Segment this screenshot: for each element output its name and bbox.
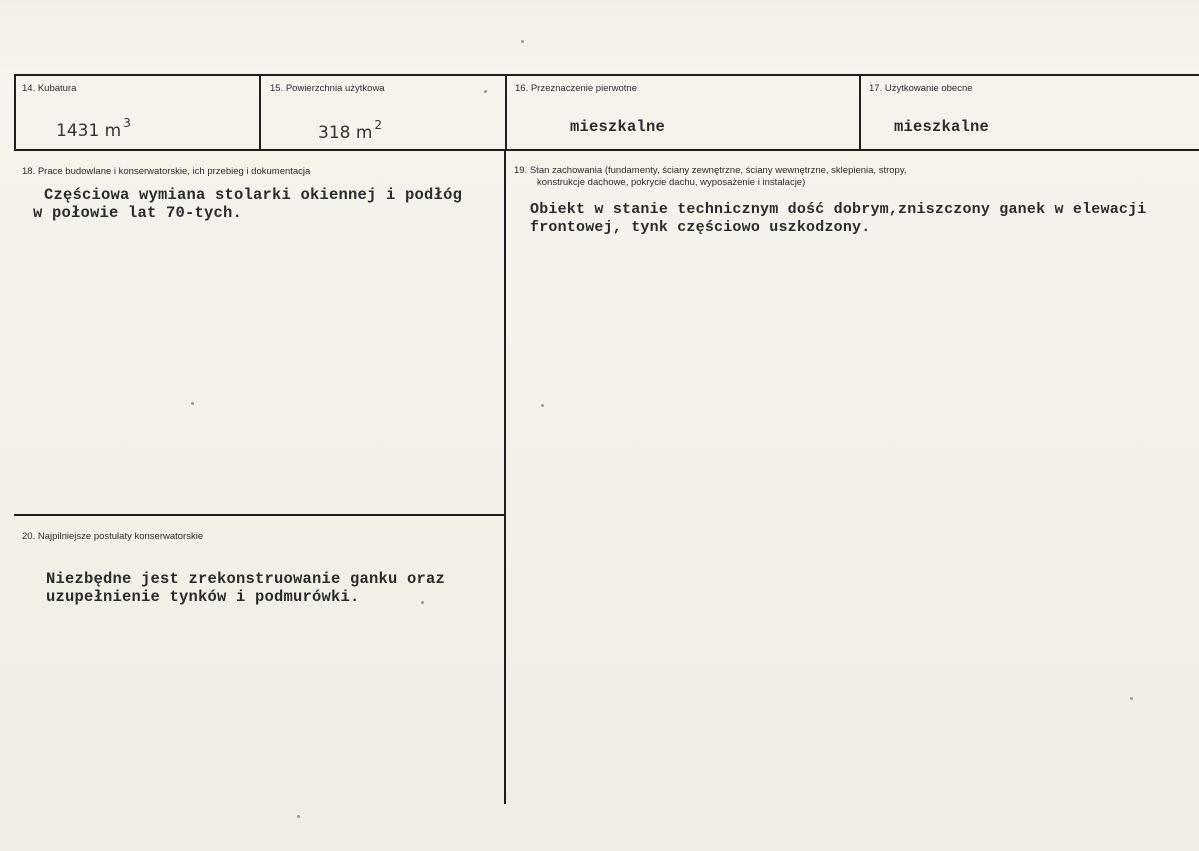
field-17-label: 17. Użytkowanie obecne [869,83,973,94]
field-15-label: 15. Powierzchnia użytkowa [270,83,385,94]
field-20-label: 20. Najpilniejsze postulaty konserwatorskie [22,531,204,542]
field-18-line-1: Częściowa wymiana stolarki okiennej i podłóg [44,186,463,204]
row-rule [14,149,1199,151]
field-18-line-2: w połowie lat 70-tych. [33,204,243,222]
paper-speck [521,40,524,43]
area-unit: m [355,123,373,143]
field-15-value [318,118,382,143]
paper-speck [1130,697,1133,700]
field-14-label: 14. Kubatura [22,83,77,94]
area-exponent: 2 [374,118,383,132]
field-14-value [56,116,131,141]
paper-speck [421,601,424,604]
area-number: 318 [318,123,351,143]
paper-speck [191,402,194,405]
field-19-line-1: Obiekt w stanie technicznym dość dobrym,zniszczony ganek w elewacji [530,201,1147,218]
paper-speck [484,90,487,93]
left-border [14,74,16,151]
volume-exponent: 3 [123,116,131,130]
divider-15-16 [505,74,507,151]
field-16-value: mieszkalne [570,118,666,136]
field-20-line-2: uzupełnienie tynków i podmurówki. [46,588,360,606]
volume-unit: m [104,121,122,141]
field-20-line-1: Niezbędne jest zrekonstruowanie ganku oraz [46,570,446,588]
section-rule [14,514,504,516]
main-divider [504,149,506,804]
paper-shade [0,0,1199,70]
field-18-label: 18. Prace budowlane i konserwatorskie, ich przebieg i dokumentacja [22,166,311,177]
field-19-line-2: frontowej, tynk częściowo uszkodzony. [530,219,871,236]
field-19-label-line-2: konstrukcje dachowe, pokrycie dachu, wyposażenie i instalacje) [537,177,806,188]
paper-speck [541,404,544,407]
divider-14-15 [259,74,261,151]
top-rule [14,74,1199,76]
field-19-label-line-1: 19. Stan zachowania (fundamenty, ściany zewnętrzne, ściany wewnętrzne, sklepienia, stropy, [514,165,907,176]
divider-16-17 [859,74,861,151]
field-17-value: mieszkalne [894,118,990,136]
volume-number: 1431 [56,121,100,141]
paper-speck [297,815,300,818]
field-16-label: 16. Przeznaczenie pierwotne [515,83,637,94]
